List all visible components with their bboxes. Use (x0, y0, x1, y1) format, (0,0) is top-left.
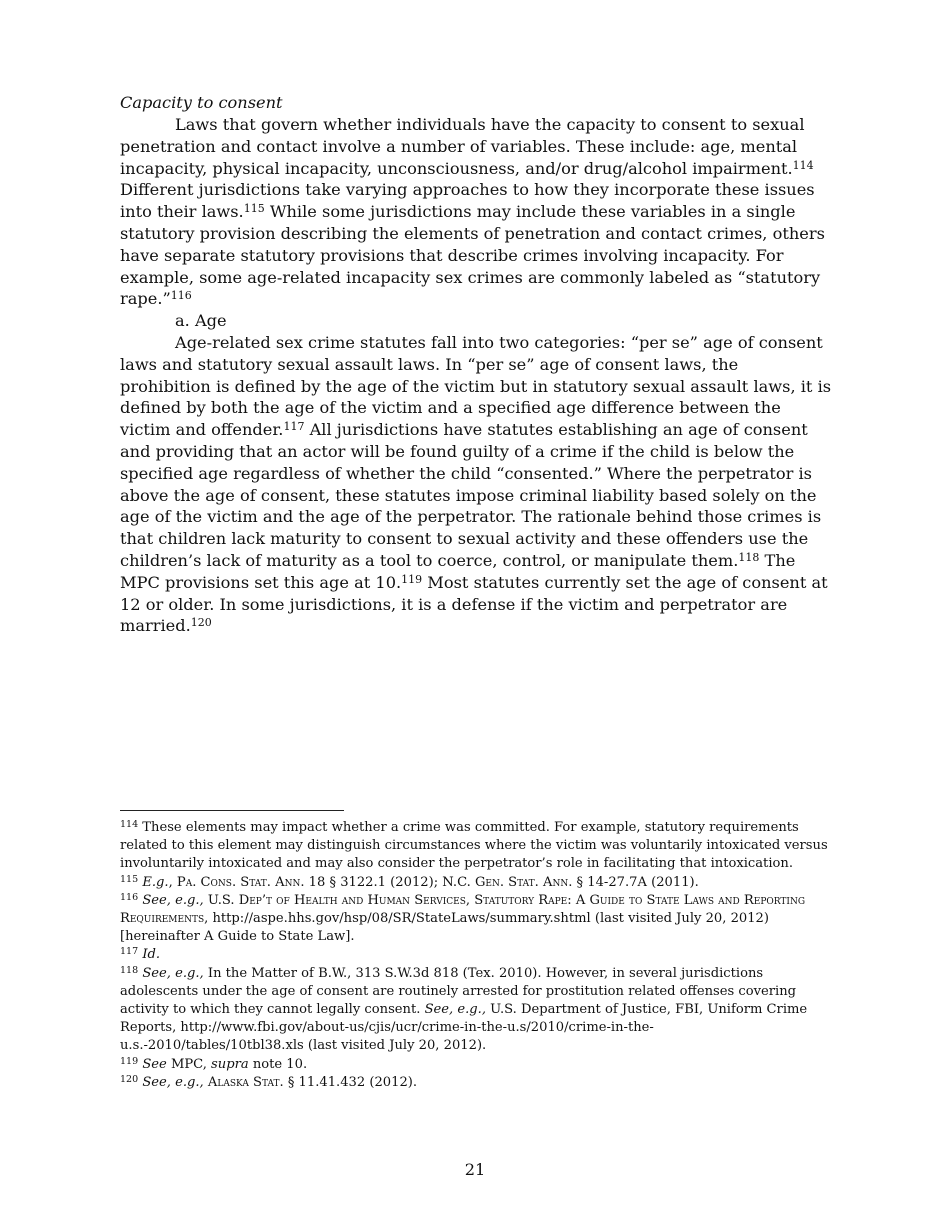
subheading-age: a. Age (175, 311, 227, 330)
footnote-115 (120, 874, 832, 892)
footnote-text: U.S. Department of Justice, FBI, Uniform Crime Reports, http://www.fbi.gov/about-us/cjis/ucr/crime-in-the-u.s/2010/crime-in-the-u.s.-2010/tables/10tbl38.xls (last visited July 20, 2012). (120, 1002, 808, 1054)
citation-signal: See, e.g., (142, 965, 204, 981)
footnote-119 (120, 1056, 832, 1074)
footnote-text: § 11.41.432 (2012). (283, 1074, 418, 1090)
footnote-117 (120, 946, 832, 964)
footnote-text: , http://aspe.hhs.gov/hsp/08/SR/StateLaws/summary.shtml (last visited July 20, 2012)[hereinafter A Guide to State Law]. (120, 911, 769, 945)
footnotes (120, 819, 832, 1092)
footnote-ref[interactable]: 118 (738, 550, 760, 564)
footnote-number: 117 (120, 946, 139, 958)
footnote-number: 120 (120, 1073, 139, 1085)
footnote-text: § 14-27.7A (2011). (572, 874, 699, 890)
footnote-number: 114 (120, 819, 139, 830)
footnote-number: 115 (120, 873, 139, 885)
footnote-text: , (168, 874, 177, 890)
text-span: All jurisdictions have statutes establishing an age of consent and providing that an actor will be found guilty of a crime if the child is below the specified age regardless of whether the child “consented.” Where the perpetrator is above the age of consent, these statutes impose criminal liability based solely on the age of the victim and the age of the perpetrator. The rationale behind those crimes is that children lack maturity to consent to sexual activity and these offenders use the children’s lack of maturity as a tool to coerce, control, or manipulate them. (120, 420, 822, 570)
text-span: While some jurisdictions may include these variables in a single statutory provision describing the elements of penetration and contact crimes, others have separate statutory provisions that describe crimes involving incapacity. For example, some age-related incapacity sex crimes are commonly labeled as “statutory rape.” (120, 202, 825, 309)
footnote-number: 116 (120, 891, 139, 903)
citation-signal: See (142, 1056, 167, 1072)
footnote-ref[interactable]: 117 (283, 420, 305, 434)
citation-source: Alaska Stat. (207, 1074, 284, 1090)
citation-signal: See, e.g., (142, 1074, 204, 1090)
citation-source: N.C. Gen. Stat. Ann. (442, 874, 573, 890)
text-span: Age-related sex crime statutes fall into two categories: “per se” age of consent laws and statutory sexual assault laws. In “per se” age of consent laws, the prohibition is defined by the age of the victim but in statutory sexual assault laws, it is defined by both the age of the victim and a specified age difference between the victim and offender. (120, 333, 832, 440)
footnote-number: 119 (120, 1055, 139, 1067)
footnote-text: MPC, (166, 1056, 212, 1072)
footnote-120 (120, 1074, 832, 1092)
footnote-number: 118 (120, 964, 139, 976)
page-number: 21 (464, 1160, 486, 1179)
text-span: Different jurisdictions take varying approaches to how they incorporate these issues into their laws. (120, 180, 815, 222)
text-span: Most statutes currently set the age of consent at 12 or older. In some jurisdictions, it is a defense if the victim and perpetrator are married. (120, 572, 828, 636)
citation-supra: supra (211, 1056, 249, 1072)
citation-signal: See, e.g., (424, 1002, 486, 1018)
section-title: Capacity to consent (120, 93, 283, 112)
footnote-ref[interactable]: 119 (401, 572, 423, 586)
paragraph-capacity (120, 114, 832, 310)
footnote-ref[interactable]: 115 (243, 202, 265, 216)
text-span: The MPC provisions set this age at 10. (120, 550, 796, 592)
citation-signal: E.g. (142, 874, 169, 890)
footnote-separator (120, 810, 344, 811)
footnote-text: 18 § 3122.1 (2012); (304, 874, 443, 890)
footnote-text: note 10. (248, 1056, 308, 1072)
footnote-text: These elements may impact whether a crime was committed. For example, statutory requirements related to this element may distinguish circumstances where the victim was voluntarily intoxicated versus involuntarily intoxicated and may also consider the perpetrator’s role in facilitating that intoxication. (120, 820, 828, 872)
text-span: Laws that govern whether individuals have the capacity to consent to sexual penetration and contact involve a number of variables. These include: age, mental incapacity, physical incapacity, unconsciousness, and/or drug/alcohol impairment. (120, 115, 805, 178)
footnote-ref[interactable]: 114 (792, 158, 814, 172)
citation-source: U.S. Dep’t of Health and Human Services, Statutory Rape: A Guide to State Laws and Reporting Requirements (120, 892, 806, 927)
footnote-ref[interactable]: 120 (190, 616, 212, 630)
footnote-114 (120, 819, 832, 874)
footnote-116 (120, 892, 832, 947)
footnote-text: In the Matter of B.W., 313 S.W.3d 818 (Tex. 2010). However, in several jurisdictions adolescents under the age of consent are routinely arrested for prostitution related offenses covering activity to which they cannot legally consent. (120, 965, 797, 1018)
paragraph-age (120, 332, 832, 637)
footnote-118 (120, 965, 832, 1056)
footnote-text: Id. (142, 947, 161, 963)
citation-signal: See, e.g., (142, 892, 204, 908)
citation-source: Pa. Cons. Stat. Ann. (176, 874, 305, 890)
footnote-ref[interactable]: 116 (170, 289, 192, 303)
